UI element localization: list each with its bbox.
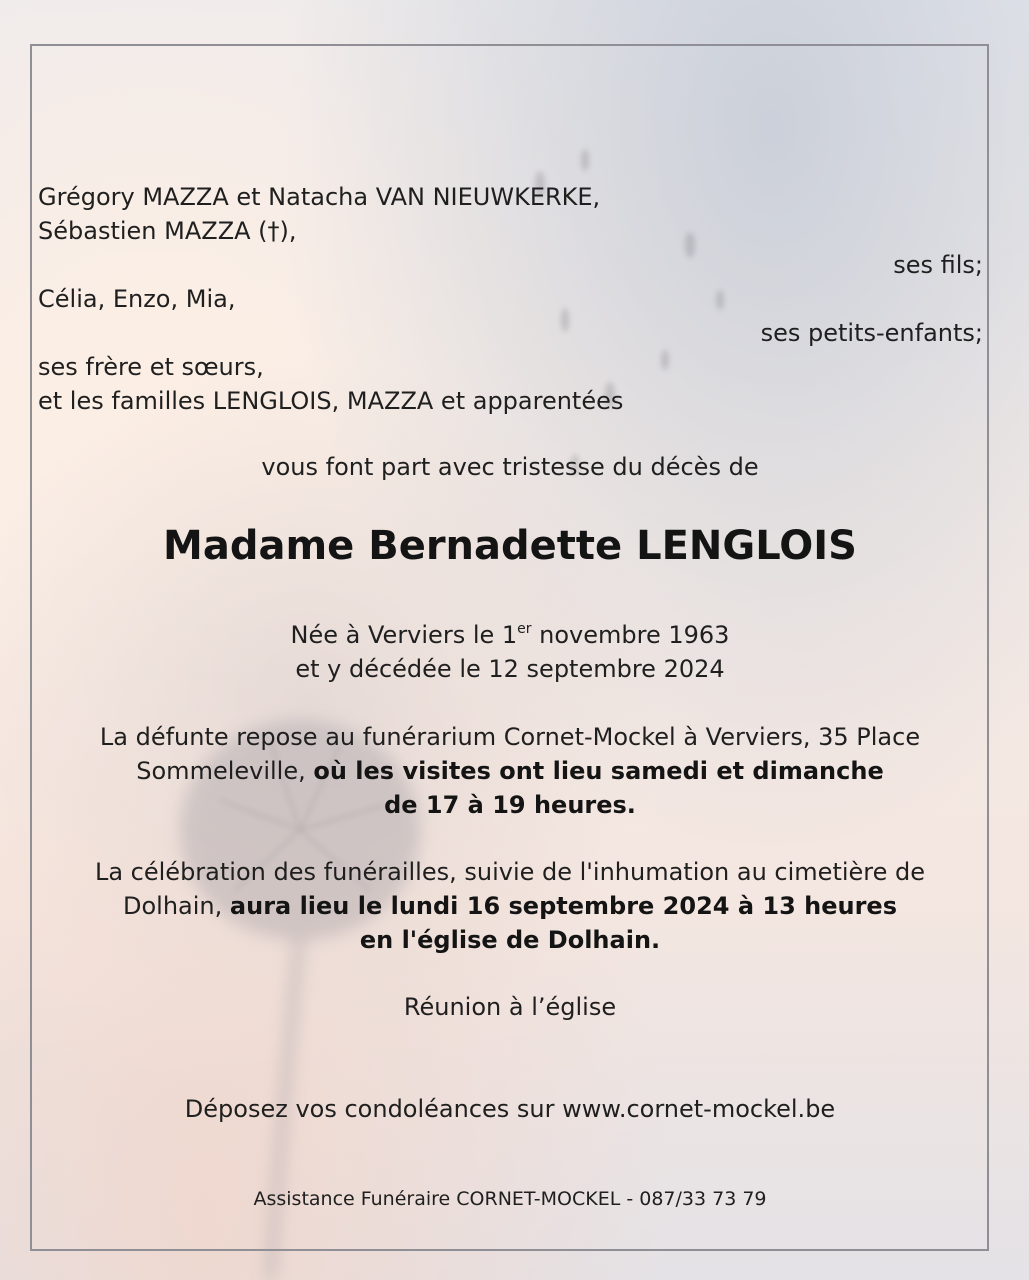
meeting-line: Réunion à l’église [403, 993, 617, 1021]
grandchildren-label: ses petits-enfants; [760, 319, 983, 347]
birth-suffix: novembre 1963 [531, 621, 730, 649]
birth-prefix: Née à Verviers le 1 [290, 621, 518, 649]
funeral-location: Dolhain, [123, 892, 230, 920]
visitation-hours: de 17 à 19 heures. [384, 791, 636, 819]
sons-line-2: Sébastien MAZZA (†), [38, 217, 297, 245]
visitation-days: où les visites ont lieu samedi et dimanche [313, 757, 884, 785]
deceased-name: Madame Bernadette LENGLOIS [163, 523, 857, 569]
funeral-line-1: La célébration des funérailles, suivie de l'inhumation au cimetière de [94, 858, 926, 886]
funeral-line-3 [0, 923, 1020, 957]
visitation-line-1: La défunte repose au funérarium Cornet-Mockel à Verviers, 35 Place [99, 723, 921, 751]
condolences-line: Déposez vos condoléances sur www.cornet-mockel.be [184, 1095, 836, 1123]
visitation-line-2 [0, 754, 1020, 788]
siblings-line: ses frère et sœurs, [38, 353, 264, 381]
grandchildren-line: Célia, Enzo, Mia, [38, 285, 236, 313]
birth-line [0, 618, 1020, 652]
families-line: et les familles LENGLOIS, MAZZA et apparentées [38, 387, 624, 415]
sons-label: ses fils; [893, 251, 983, 279]
death-line: et y décédée le 12 septembre 2024 [295, 655, 725, 683]
funeral-date: aura lieu le lundi 16 septembre 2024 à 13 heures [229, 892, 897, 920]
visitation-location: Sommeleville, [136, 757, 314, 785]
sons-line-1: Grégory MAZZA et Natacha VAN NIEUWKERKE, [38, 183, 601, 211]
announcement-text: vous font part avec tristesse du décès de [261, 453, 759, 481]
funeral-line-2 [0, 889, 1020, 923]
visitation-line-3 [0, 788, 1020, 822]
funeral-church: en l'église de Dolhain. [359, 926, 661, 954]
birth-superscript: er [517, 621, 532, 637]
funeral-home-footer: Assistance Funéraire CORNET-MOCKEL - 087/33 73 79 [253, 1188, 767, 1210]
